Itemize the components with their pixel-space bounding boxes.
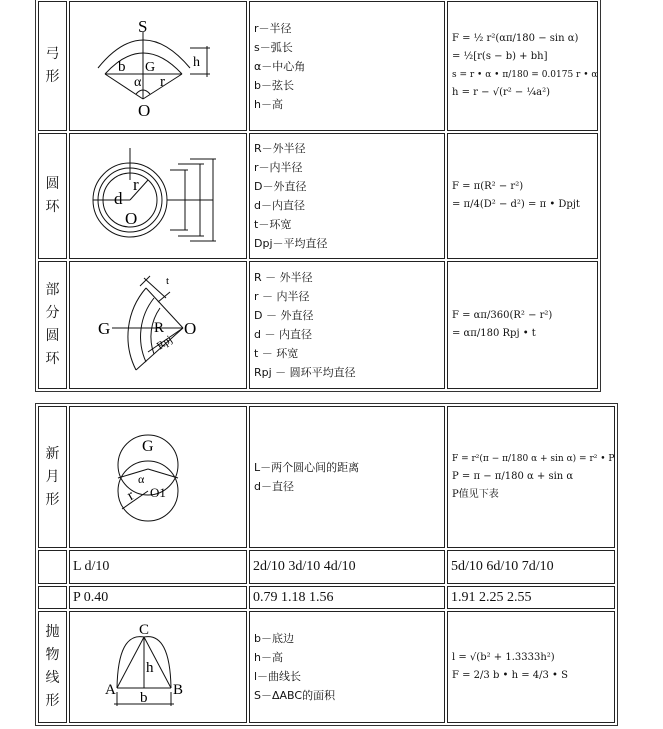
variable-def: h－高: [254, 651, 283, 664]
label-r: r: [133, 175, 139, 194]
crescent-figure: [70, 407, 246, 547]
table-row-crescent: [38, 406, 615, 548]
shape-name-char: 物: [45, 647, 60, 663]
label-r: r: [160, 74, 165, 90]
p-values-cell: 1.91 2.25 2.55: [447, 586, 615, 609]
side-ac: [117, 637, 144, 688]
empty-cell: [38, 586, 67, 609]
shape-name-char: 抛: [45, 624, 60, 640]
label-rpj: Rpj: [154, 333, 175, 353]
shape-name-cell: [38, 133, 67, 259]
segment-figure: [70, 2, 246, 130]
p-values-cell: P 0.40: [69, 586, 247, 609]
l-values-cell: 2d/10 3d/10 4d/10: [249, 550, 445, 584]
formula-line: F = ½ r²(απ/180 − sin α): [452, 33, 579, 44]
variable-def: R－外半径: [254, 142, 306, 155]
shape-name-cell: [38, 611, 67, 723]
variable-def: L－两个圆心间的距离: [254, 461, 360, 474]
label-r: r: [124, 487, 137, 504]
formula-line: s = r • α • π/180 = 0.0175 r • α: [452, 70, 598, 80]
shape-name-char: 环: [45, 351, 60, 367]
parabola-figure: [70, 612, 246, 722]
shape-name-char: 形: [45, 69, 60, 85]
figure-cell: [69, 406, 247, 548]
label-g: G: [98, 319, 111, 338]
figure-cell: [69, 1, 247, 131]
p-values-cell: 0.79 1.18 1.56: [249, 586, 445, 609]
variable-def: b－弦长: [254, 78, 294, 92]
shape-name-cell: [38, 406, 67, 548]
shape-name-char: 新: [45, 445, 60, 462]
formula-cell: [447, 133, 598, 259]
variable-def: Dpj－平均直径: [254, 237, 328, 250]
shape-name-char: 部: [45, 282, 60, 298]
table-row-l-values: [38, 550, 615, 584]
formula-cell: [447, 1, 598, 131]
label-t: t: [166, 275, 170, 287]
table-row-segment: [38, 1, 598, 131]
variable-def: r－半径: [254, 21, 292, 35]
variable-def: l－曲线长: [254, 670, 302, 683]
variable-def: d － 内直径: [254, 328, 312, 341]
shape-name-cell: [38, 1, 67, 131]
variable-def: r－内半径: [254, 161, 303, 174]
label-g: G: [145, 60, 156, 75]
variable-def: D－外直径: [254, 180, 307, 193]
variables-cell: [249, 611, 445, 723]
outer-arc: [128, 288, 146, 370]
t-tick: [140, 276, 150, 286]
l-values-cell: L d/10: [69, 550, 247, 584]
variable-def: α－中心角: [254, 59, 306, 73]
variable-def: t－环宽: [254, 218, 292, 231]
label-b-point: B: [173, 682, 184, 698]
variable-def: r － 内半径: [254, 290, 310, 303]
shape-name-char: 月: [45, 468, 60, 485]
chord-right: [148, 469, 178, 478]
shape-name-cell: [38, 261, 67, 389]
formula-line: F = r²(π − π/180 α + sin α) = r² • P: [452, 454, 615, 464]
formula-cell: [447, 406, 615, 548]
geometry-table-1: [35, 0, 601, 392]
shape-name-char: 环: [45, 199, 60, 215]
variable-def: D － 外直径: [254, 309, 314, 322]
variables-cell: [249, 133, 445, 259]
figure-cell: [69, 261, 247, 389]
variable-def: R － 外半径: [254, 271, 313, 284]
label-o: O: [138, 101, 151, 120]
figure-cell: [69, 133, 247, 259]
variable-def: S－ΔABC的面积: [254, 689, 336, 702]
shape-name-char: 形: [45, 693, 60, 709]
label-o: O: [184, 319, 197, 338]
partial-annulus-figure: [70, 262, 246, 388]
formula-line: = π/4(D² − d²) = π • Dpjt: [452, 199, 580, 210]
formula-line: P值见下表: [452, 489, 499, 500]
formula-line: F = 2/3 b • h = 4/3 • S: [452, 670, 568, 681]
shape-name-char: 分: [45, 305, 60, 321]
label-h: h: [146, 660, 154, 676]
edge-top: [146, 288, 183, 328]
formula-cell: [447, 611, 615, 723]
variable-def: d－内直径: [254, 199, 305, 212]
annulus-figure: [70, 134, 246, 258]
label-r: R: [154, 320, 165, 336]
l-values-cell: 5d/10 6d/10 7d/10: [447, 550, 615, 584]
variables-cell: [249, 1, 445, 131]
variable-def: t － 环宽: [254, 347, 299, 360]
formula-line: F = απ/360(R² − r²): [452, 310, 553, 321]
formula-line: h = r − √(r² − ¼a²): [452, 87, 551, 98]
t-dim: [144, 278, 166, 298]
shape-name-char: 弓: [45, 46, 60, 62]
outer-arc: [98, 40, 190, 68]
variables-cell: [249, 261, 445, 389]
label-s: S: [138, 17, 148, 36]
formula-line: P = π − π/180 α + sin α: [452, 471, 574, 482]
formula-cell: [447, 261, 598, 389]
variable-def: b－底边: [254, 632, 294, 645]
table-row-partial-annulus: [38, 261, 598, 389]
label-alpha: α: [138, 472, 145, 486]
label-g: G: [142, 438, 154, 455]
label-b: b: [118, 59, 126, 75]
label-alpha: α: [134, 75, 142, 90]
label-o: O: [125, 209, 138, 228]
variable-def: h－高: [254, 97, 283, 111]
middle-arc: [141, 298, 154, 362]
formula-line: = ½[r(s − b) + bh]: [452, 51, 548, 62]
shape-name-char: 形: [45, 491, 60, 508]
variable-def: d－直径: [254, 480, 294, 493]
label-o1: O1: [150, 485, 166, 500]
variables-cell: [249, 406, 445, 548]
table-row-p-values: [38, 586, 615, 609]
shape-name-char: 圆: [45, 176, 60, 192]
empty-cell: [38, 550, 67, 584]
label-d: d: [114, 189, 123, 208]
label-c: C: [139, 622, 150, 638]
shape-name-char: 线: [45, 670, 60, 686]
shape-name-char: 圆: [45, 328, 60, 344]
t-tick: [158, 292, 170, 302]
table-row-parabola: [38, 611, 615, 723]
formula-line: F = π(R² − r²): [452, 181, 524, 192]
label-b: b: [140, 690, 148, 706]
variable-def: Rpj － 圆环平均直径: [254, 366, 356, 379]
label-h: h: [193, 55, 200, 70]
variable-def: s－弧长: [254, 40, 293, 54]
figure-cell: [69, 611, 247, 723]
table-row-annulus: [38, 133, 598, 259]
geometry-table-2: [35, 403, 618, 726]
formula-line: l = √(b² + 1.3333h²): [452, 652, 555, 663]
label-a: A: [105, 682, 116, 698]
formula-line: = απ/180 Rpj • t: [452, 328, 536, 339]
